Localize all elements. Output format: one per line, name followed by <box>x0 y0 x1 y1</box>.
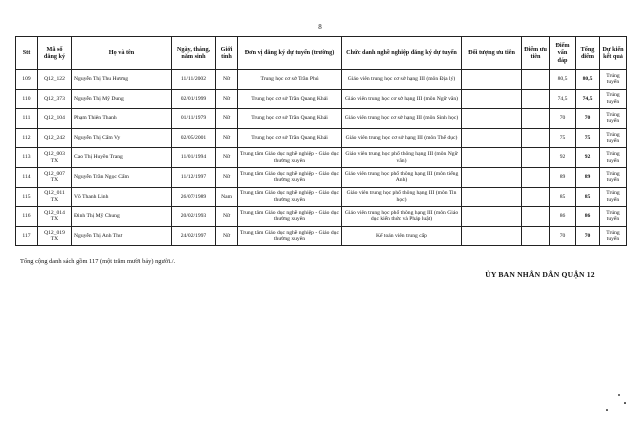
cell-ma-so: Q12_019 TX <box>38 226 72 246</box>
cell-chuc-danh: Giáo viên trung học phổ thông hạng III (môn tiếng Anh) <box>342 167 462 187</box>
cell-diem-van-dap: 70 <box>550 226 576 246</box>
cell-chuc-danh: Giáo viên trung học cơ sở hạng III (môn Ngữ văn) <box>342 89 462 109</box>
cell-ngay-sinh: 20/02/1993 <box>172 207 216 227</box>
cell-tong-diem: 70 <box>576 226 600 246</box>
cell-du-kien: Trúng tuyển <box>600 70 627 90</box>
cell-ma-so: Q12_373 <box>38 89 72 109</box>
cell-ma-so: Q12_122 <box>38 70 72 90</box>
cell-chuc-danh: Giáo viên trung học cơ sở hạng III (môn Địa lý) <box>342 70 462 90</box>
cell-gioi-tinh: Nữ <box>216 89 238 109</box>
cell-gioi-tinh: Nữ <box>216 148 238 168</box>
cell-diem-uu-tien <box>522 226 550 246</box>
cell-don-vi: Trung tâm Giáo dục nghề nghiệp - Giáo dục thường xuyên <box>238 167 342 187</box>
cell-gioi-tinh: Nữ <box>216 109 238 129</box>
cell-diem-van-dap: 92 <box>550 148 576 168</box>
cell-ma-so: Q12_104 <box>38 109 72 129</box>
table-row <box>16 167 627 187</box>
cell-doi-tuong <box>462 167 522 187</box>
cell-tong-diem: 85 <box>576 187 600 207</box>
cell-ho-ten: Nguyễn Thị Cẩm Vy <box>72 128 172 148</box>
cell-chuc-danh: Giáo viên trung học phổ thông hạng III (môn Giáo dục kiến thức và Pháp luật) <box>342 207 462 227</box>
scan-speck <box>618 394 620 396</box>
header-gioi-tinh: Giới tính <box>216 37 238 70</box>
cell-diem-uu-tien <box>522 187 550 207</box>
cell-du-kien: Trúng tuyển <box>600 187 627 207</box>
cell-doi-tuong <box>462 207 522 227</box>
cell-ngay-sinh: 26/07/1989 <box>172 187 216 207</box>
results-table <box>15 36 627 246</box>
cell-diem-van-dap: 89 <box>550 167 576 187</box>
cell-ho-ten: Cao Thị Huyền Trang <box>72 148 172 168</box>
cell-chuc-danh: Kế toán viên trung cấp <box>342 226 462 246</box>
cell-gioi-tinh: Nữ <box>216 207 238 227</box>
cell-ho-ten: Phạm Thiên Thanh <box>72 109 172 129</box>
cell-don-vi: Trung học cơ sở Trần Quang Khải <box>238 128 342 148</box>
cell-diem-van-dap: 80,5 <box>550 70 576 90</box>
cell-diem-uu-tien <box>522 167 550 187</box>
header-ngay-sinh: Ngày, tháng, năm sinh <box>172 37 216 70</box>
cell-tong-diem: 80,5 <box>576 70 600 90</box>
cell-diem-van-dap: 86 <box>550 207 576 227</box>
cell-ma-so: Q12_242 <box>38 128 72 148</box>
cell-ngay-sinh: 11/11/2002 <box>172 70 216 90</box>
cell-ma-so: Q12_014 TX <box>38 207 72 227</box>
cell-don-vi: Trung tâm Giáo dục nghề nghiệp - Giáo dục thường xuyên <box>238 187 342 207</box>
table-row <box>16 109 627 129</box>
cell-stt: 114 <box>16 167 38 187</box>
cell-doi-tuong <box>462 187 522 207</box>
header-don-vi: Đơn vị đăng ký dự tuyển (trường) <box>238 37 342 70</box>
cell-stt: 110 <box>16 89 38 109</box>
cell-gioi-tinh: Nữ <box>216 128 238 148</box>
cell-ma-so: Q12_003 TX <box>38 148 72 168</box>
cell-diem-uu-tien <box>522 109 550 129</box>
cell-diem-van-dap: 70 <box>550 109 576 129</box>
cell-du-kien: Trúng tuyển <box>600 148 627 168</box>
cell-don-vi: Trung học cơ sở Trần Quang Khải <box>238 109 342 129</box>
cell-ngay-sinh: 01/11/1979 <box>172 109 216 129</box>
cell-gioi-tinh: Nữ <box>216 70 238 90</box>
cell-ho-ten: Đinh Thị Mỹ Chung <box>72 207 172 227</box>
cell-tong-diem: 89 <box>576 167 600 187</box>
cell-doi-tuong <box>462 89 522 109</box>
cell-ngay-sinh: 11/01/1994 <box>172 148 216 168</box>
cell-stt: 116 <box>16 207 38 227</box>
table-row <box>16 89 627 109</box>
table-row <box>16 226 627 246</box>
cell-doi-tuong <box>462 226 522 246</box>
cell-stt: 115 <box>16 187 38 207</box>
cell-don-vi: Trung học cơ sở Trần Quang Khải <box>238 89 342 109</box>
page-number: 8 <box>318 23 322 31</box>
cell-du-kien: Trúng tuyển <box>600 109 627 129</box>
cell-stt: 111 <box>16 109 38 129</box>
cell-diem-uu-tien <box>522 89 550 109</box>
header-diem-van-dap: Điểm vấn đáp <box>550 37 576 70</box>
cell-don-vi: Trung học cơ sở Trần Phú <box>238 70 342 90</box>
header-ma-so: Mã số đăng ký <box>38 37 72 70</box>
scan-speck <box>624 402 626 404</box>
header-chuc-danh: Chức danh nghề nghiệp đăng ký dự tuyển <box>342 37 462 70</box>
cell-ngay-sinh: 02/01/1999 <box>172 89 216 109</box>
cell-diem-van-dap: 75 <box>550 128 576 148</box>
cell-ma-so: Q12_007 TX <box>38 167 72 187</box>
cell-diem-van-dap: 74,5 <box>550 89 576 109</box>
cell-du-kien: Trúng tuyển <box>600 89 627 109</box>
cell-diem-uu-tien <box>522 128 550 148</box>
cell-ho-ten: Nguyễn Thị Thu Hương <box>72 70 172 90</box>
table-row <box>16 207 627 227</box>
cell-ho-ten: Nguyễn Thị Anh Thư <box>72 226 172 246</box>
cell-du-kien: Trúng tuyển <box>600 167 627 187</box>
cell-gioi-tinh: Nam <box>216 187 238 207</box>
table-row <box>16 187 627 207</box>
cell-doi-tuong <box>462 70 522 90</box>
table-row <box>16 70 627 90</box>
cell-tong-diem: 70 <box>576 109 600 129</box>
table-header-row <box>16 37 627 70</box>
cell-doi-tuong <box>462 128 522 148</box>
cell-ngay-sinh: 02/05/2001 <box>172 128 216 148</box>
cell-don-vi: Trung tâm Giáo dục nghề nghiệp - Giáo dục thường xuyên <box>238 226 342 246</box>
header-doi-tuong: Đối tượng ưu tiên <box>462 37 522 70</box>
cell-tong-diem: 86 <box>576 207 600 227</box>
cell-du-kien: Trúng tuyển <box>600 128 627 148</box>
cell-diem-uu-tien <box>522 148 550 168</box>
cell-diem-uu-tien <box>522 70 550 90</box>
cell-ma-so: Q12_011 TX <box>38 187 72 207</box>
scan-speck <box>606 409 608 411</box>
cell-doi-tuong <box>462 109 522 129</box>
cell-ngay-sinh: 24/02/1997 <box>172 226 216 246</box>
header-stt: Stt <box>16 37 38 70</box>
summary-note: Tổng cộng danh sách gồm 117 (một trăm mười bảy) người./. <box>20 258 176 265</box>
cell-chuc-danh: Giáo viên trung học cơ sở hạng III (môn Sinh học) <box>342 109 462 129</box>
cell-tong-diem: 75 <box>576 128 600 148</box>
cell-don-vi: Trung tâm Giáo dục nghề nghiệp - Giáo dục thường xuyên <box>238 207 342 227</box>
cell-stt: 117 <box>16 226 38 246</box>
table-row <box>16 148 627 168</box>
table-row <box>16 128 627 148</box>
cell-gioi-tinh: Nữ <box>216 167 238 187</box>
cell-stt: 113 <box>16 148 38 168</box>
cell-chuc-danh: Giáo viên trung học phổ thông hạng III (môn Tin học) <box>342 187 462 207</box>
cell-stt: 109 <box>16 70 38 90</box>
cell-diem-van-dap: 85 <box>550 187 576 207</box>
committee-name: ỦY BAN NHÂN DÂN QUẬN 12 <box>485 270 595 279</box>
cell-chuc-danh: Giáo viên trung học phổ thông hạng III (môn Ngữ văn) <box>342 148 462 168</box>
cell-du-kien: Trúng tuyển <box>600 226 627 246</box>
cell-du-kien: Trúng tuyển <box>600 207 627 227</box>
cell-tong-diem: 74,5 <box>576 89 600 109</box>
cell-ho-ten: Võ Thanh Linh <box>72 187 172 207</box>
cell-ho-ten: Nguyễn Thị Mỹ Dung <box>72 89 172 109</box>
cell-ho-ten: Nguyễn Trần Ngọc Cẩm <box>72 167 172 187</box>
header-du-kien: Dự kiến kết quả <box>600 37 627 70</box>
header-tong-diem: Tổng điểm <box>576 37 600 70</box>
header-diem-uu-tien: Điểm ưu tiên <box>522 37 550 70</box>
cell-doi-tuong <box>462 148 522 168</box>
cell-don-vi: Trung tâm Giáo dục nghề nghiệp - Giáo dục thường xuyên <box>238 148 342 168</box>
cell-diem-uu-tien <box>522 207 550 227</box>
cell-chuc-danh: Giáo viên trung học cơ sở hạng III (môn Thể dục) <box>342 128 462 148</box>
cell-stt: 112 <box>16 128 38 148</box>
cell-tong-diem: 92 <box>576 148 600 168</box>
header-ho-ten: Họ và tên <box>72 37 172 70</box>
cell-ngay-sinh: 11/12/1997 <box>172 167 216 187</box>
cell-gioi-tinh: Nữ <box>216 226 238 246</box>
